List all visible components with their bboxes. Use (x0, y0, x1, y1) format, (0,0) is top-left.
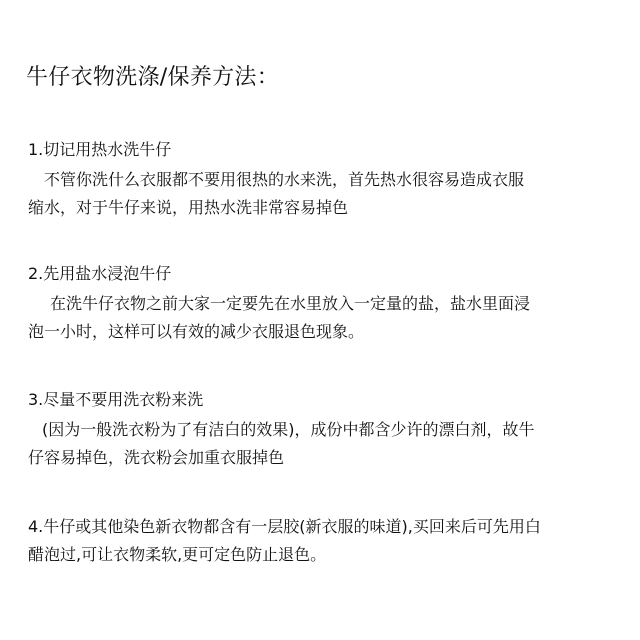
section-body (28, 290, 628, 346)
section-heading: 1.切记用热水洗牛仔 (28, 140, 172, 159)
section-body (28, 416, 628, 472)
section-salt-water (28, 262, 628, 346)
section-body (28, 166, 628, 222)
body-line: 仔容易掉色，洗衣粉会加重衣服掉色 (28, 448, 285, 467)
section-vinegar (28, 513, 628, 569)
body-line: 缩水，对于牛仔来说，用热水洗非常容易掉色 (28, 198, 349, 217)
body-line: 在洗牛仔衣物之前大家一定要先在水里放入一定量的盐，盐水里面浸 (50, 294, 531, 313)
body-line: 不管你洗什么衣服都不要用很热的水来洗，首先热水很容易造成衣服 (44, 170, 525, 189)
section-heading: 2.先用盐水浸泡牛仔 (28, 264, 172, 283)
body-line: 4.牛仔或其他染色新衣物都含有一层胶(新衣服的味道),买回来后可先用白 (28, 517, 541, 536)
page-title: 牛仔衣物洗涤/保养方法： (26, 65, 280, 90)
body-line: 醋泡过,可让衣物柔软,更可定色防止退色。 (28, 545, 327, 564)
body-line: (因为一般洗衣粉为了有洁白的效果)，成份中都含少许的漂白剂，故牛 (42, 420, 535, 439)
section-body (28, 513, 628, 569)
section-hot-water (28, 138, 628, 222)
section-heading: 3.尽量不要用洗衣粉来洗 (28, 390, 204, 409)
body-line: 泡一小时，这样可以有效的减少衣服退色现象。 (28, 322, 365, 341)
section-detergent (28, 388, 628, 472)
